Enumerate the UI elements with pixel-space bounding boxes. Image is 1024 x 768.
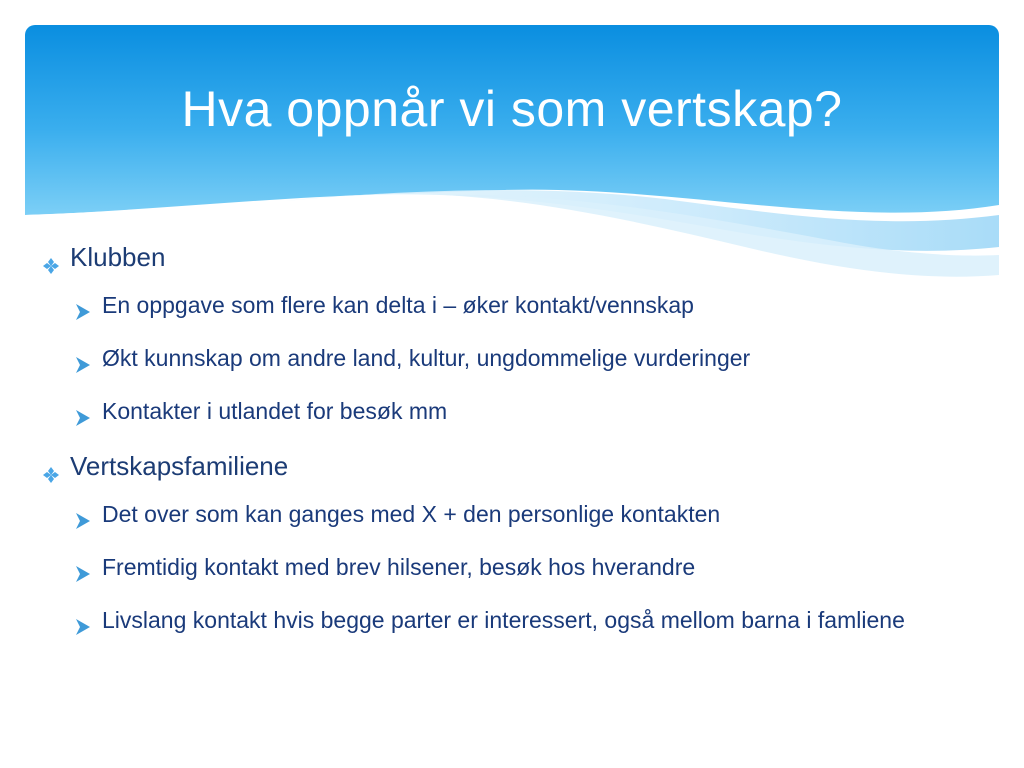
arrowhead-right-icon <box>74 395 102 436</box>
section-heading-vertskapsfamiliene <box>40 448 980 493</box>
list-item <box>74 395 980 436</box>
slide-title: Hva oppnår vi som vertskap? <box>181 81 843 137</box>
section-heading-text: Klubben <box>70 242 166 272</box>
arrowhead-right-icon <box>74 604 102 645</box>
list-item <box>74 551 980 592</box>
arrowhead-right-icon <box>74 289 102 330</box>
arrowhead-right-icon <box>74 498 102 539</box>
list-item <box>74 342 980 383</box>
section-heading-text: Vertskapsfamiliene <box>70 451 289 481</box>
list-item <box>74 604 980 645</box>
list-item <box>74 289 980 330</box>
arrowhead-right-icon <box>74 551 102 592</box>
slide-body <box>40 236 980 657</box>
section-heading-klubben <box>40 239 980 284</box>
arrowhead-right-icon <box>74 342 102 383</box>
list-item-text: Fremtidig kontakt med brev hilsener, besøk hos hverandre <box>102 554 696 580</box>
list-item-text: Livslang kontakt hvis begge parter er interessert, også mellom barna i famliene <box>102 607 905 633</box>
diamond-4-petal-icon <box>40 448 70 493</box>
list-item-text: Kontakter i utlandet for besøk mm <box>102 398 448 424</box>
diamond-4-petal-icon <box>40 239 70 284</box>
list-item-text: Økt kunnskap om andre land, kultur, ungdommelige vurderinger <box>102 345 751 371</box>
list-item <box>74 498 980 539</box>
list-item-text: En oppgave som flere kan delta i – øker kontakt/vennskap <box>102 292 694 318</box>
list-item-text: Det over som kan ganges med X + den personlige kontakten <box>102 501 721 527</box>
